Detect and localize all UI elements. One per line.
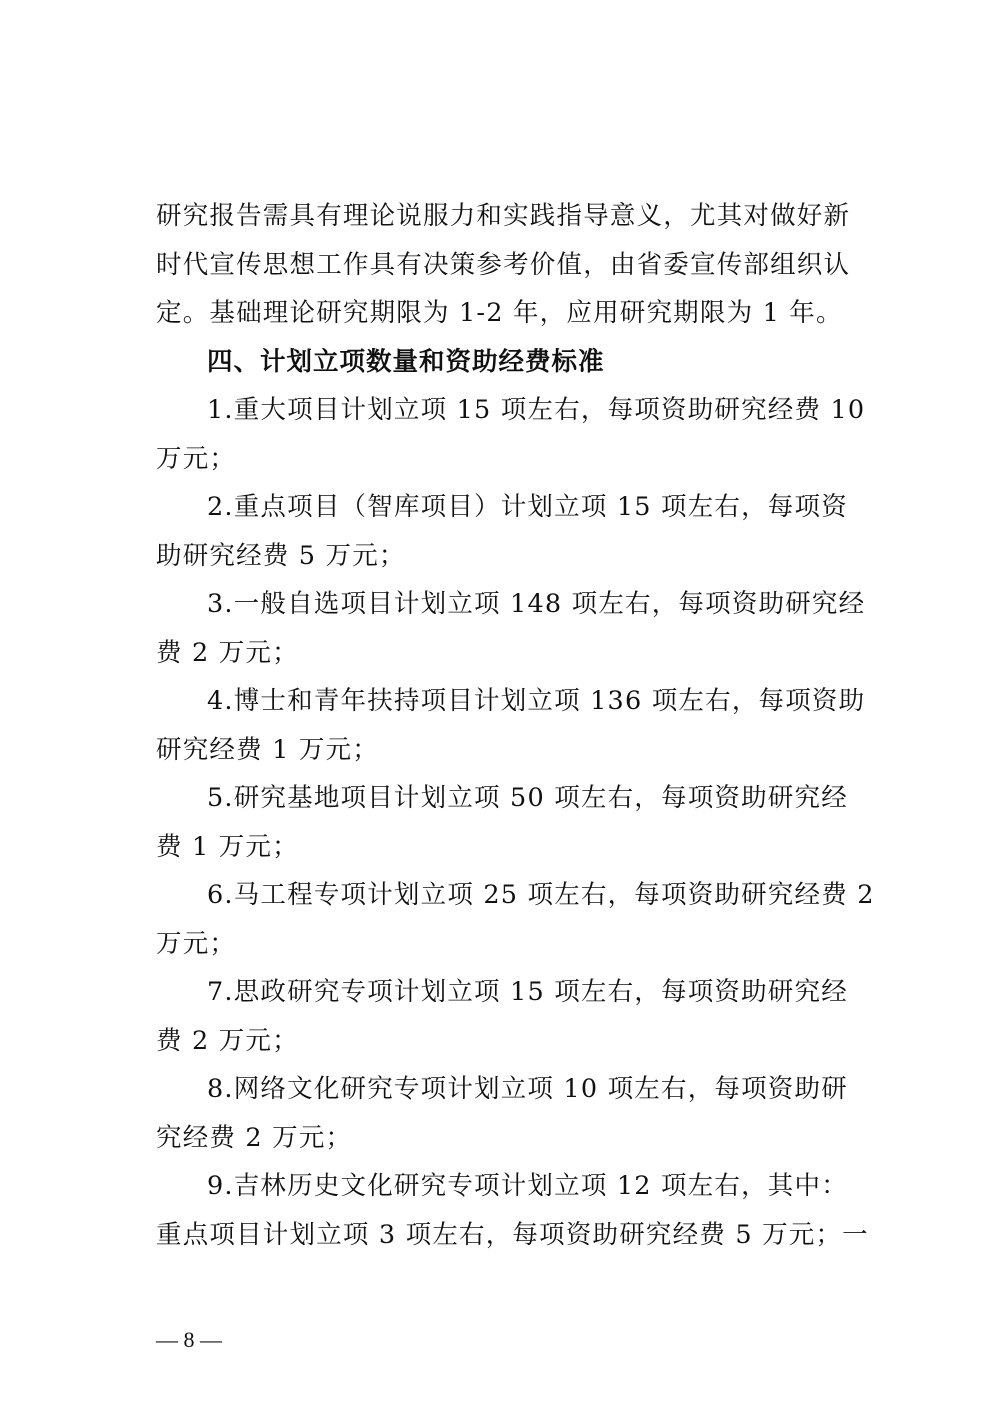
list-item-line: 究经费 2 万元； bbox=[156, 1122, 353, 1153]
list-item-line: 费 1 万元； bbox=[156, 831, 299, 862]
document-body bbox=[156, 192, 875, 1259]
list-item-line: 研究经费 1 万元； bbox=[156, 734, 379, 765]
paragraph-line: 时代宣传思想工作具有决策参考价值，由省委宣传部组织认 bbox=[156, 249, 851, 280]
list-item-line: 8.网络文化研究专项计划立项 10 项左右，每项资助研 bbox=[207, 1074, 848, 1104]
page-number: — 8 — bbox=[156, 1327, 222, 1352]
list-item-line: 万元； bbox=[156, 928, 237, 959]
list-item-line: 6.马工程专项计划立项 25 项左右，每项资助研究经费 2 bbox=[207, 880, 875, 910]
list-item-line: 费 2 万元； bbox=[156, 1025, 299, 1056]
list-item-line: 9.吉林历史文化研究专项计划立项 12 项左右，其中： bbox=[207, 1171, 848, 1201]
section-heading: 四、计划立项数量和资助经费标准 bbox=[207, 346, 605, 377]
paragraph-line: 定。基础理论研究期限为 1-2 年，应用研究期限为 1 年。 bbox=[156, 298, 843, 328]
list-item-line: 1.重大项目计划立项 15 项左右，每项资助研究经费 10 bbox=[207, 395, 866, 425]
list-item-line: 万元； bbox=[156, 443, 237, 474]
paragraph-line: 研究报告需具有理论说服力和实践指导意义，尤其对做好新 bbox=[156, 201, 851, 231]
list-item-line: 重点项目计划立项 3 项左右，每项资助研究经费 5 万元；一 bbox=[156, 1219, 869, 1250]
list-item-line: 2.重点项目（智库项目）计划立项 15 项左右，每项资 bbox=[207, 492, 848, 522]
list-item-line: 助研究经费 5 万元； bbox=[156, 540, 406, 571]
list-item-line: 3.一般自选项目计划立项 148 项左右，每项资助研究经 bbox=[207, 589, 866, 619]
list-item-line: 4.博士和青年扶持项目计划立项 136 项左右，每项资助 bbox=[207, 686, 866, 716]
list-item-line: 费 2 万元； bbox=[156, 637, 299, 668]
list-item-line: 7.思政研究专项计划立项 15 项左右，每项资助研究经 bbox=[207, 977, 848, 1007]
list-item-line: 5.研究基地项目计划立项 50 项左右，每项资助研究经 bbox=[207, 783, 848, 813]
